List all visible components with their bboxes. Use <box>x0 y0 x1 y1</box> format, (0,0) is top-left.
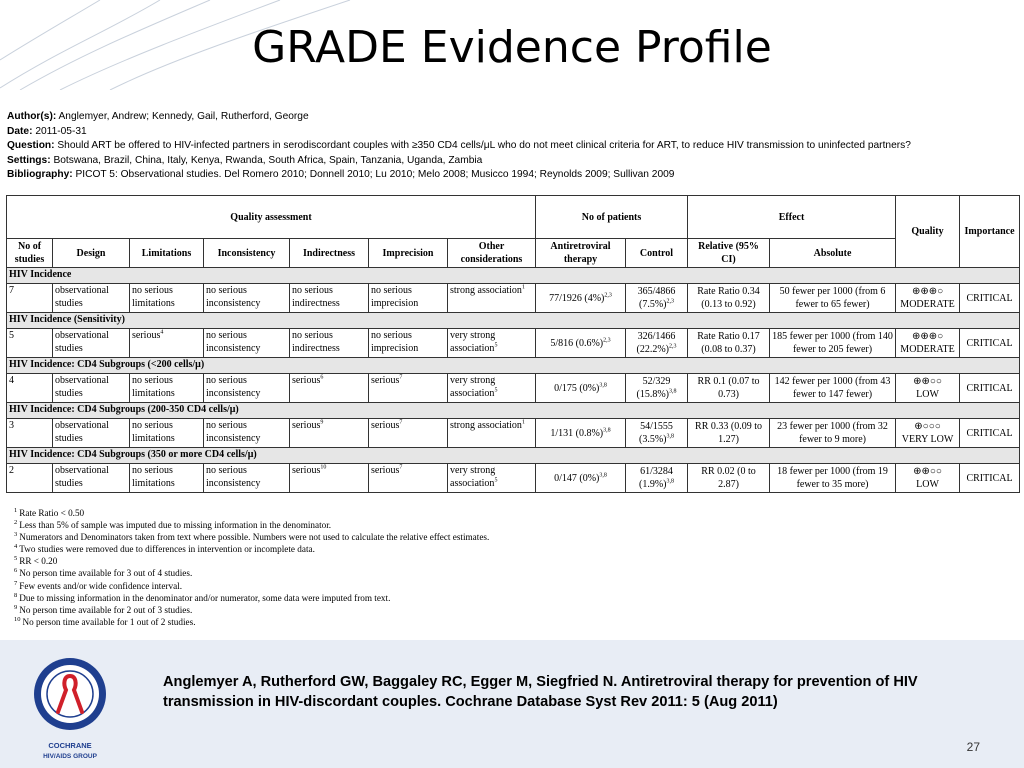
footnote <box>14 604 489 616</box>
footnote <box>14 592 489 604</box>
footnote-text: Numerators and Denominators taken from text where possible. Numbers were not used to calculate the relative effect estimates. <box>19 532 490 543</box>
cell-imprecision: serious$^7$ <box>369 374 448 403</box>
footnotes <box>14 507 489 628</box>
cell-absolute: 50 fewer per 1000 (from 6 fewer to 65 fewer) <box>770 284 896 313</box>
footnote <box>14 555 489 567</box>
table-row <box>7 419 1020 448</box>
footnote-ref: 3,8 <box>603 427 611 434</box>
section-title: HIV Incidence: CD4 Subgroups (200-350 CD4 cells/μ) <box>7 403 1020 419</box>
footnote-ref: 2,3 <box>603 337 611 344</box>
meta-settings: Settings: Botswana, Brazil, China, Italy, Kenya, Rwanda, South Africa, Spain, Tanzania, Uganda, Zambia <box>7 154 483 166</box>
footnote-ref: 3,8 <box>666 478 674 485</box>
quality-symbols: ⊕○○○ <box>914 421 941 432</box>
cell-quality <box>896 464 960 493</box>
cell-design: observational studies <box>53 374 130 403</box>
cell-control: 54/1555 $(3.5\%)^{3,8}$ <box>626 419 688 448</box>
section-title: HIV Incidence (Sensitivity) <box>7 313 1020 329</box>
footnote-text: Less than 5% of sample was imputed due to missing information in the denominator. <box>19 520 332 531</box>
page-number: 27 <box>966 740 980 754</box>
cell-design: observational studies <box>53 464 130 493</box>
footnote-ref: 10 <box>320 464 327 471</box>
footnote-text: No person time available for 2 out of 3 studies. <box>19 604 193 615</box>
col-limitations: Limitations <box>130 239 204 268</box>
cell-absolute: 185 fewer per 1000 (from 140 fewer to 205 fewer) <box>770 329 896 358</box>
footnote-ref: 1 <box>521 419 525 426</box>
quality-label: LOW <box>916 479 939 490</box>
cell-inconsistency: no serious inconsistency <box>204 419 290 448</box>
cell-inconsistency: no serious inconsistency <box>204 374 290 403</box>
slide-title: GRADE Evidence Profile <box>252 22 772 73</box>
cell-importance: CRITICAL <box>960 284 1020 313</box>
quality-label: VERY LOW <box>901 434 954 445</box>
cell-imprecision: no serious imprecision <box>369 329 448 358</box>
section-title: HIV Incidence: CD4 Subgroups (350 or more CD4 cells/μ) <box>7 448 1020 464</box>
logo-text-line-1: COCHRANE <box>48 741 92 750</box>
footnote-number: 4 <box>14 543 18 551</box>
cell-indirectness: serious$^9$ <box>290 419 369 448</box>
footnote-ref: 5 <box>494 342 498 349</box>
cell-design: observational studies <box>53 419 130 448</box>
col-control: Control <box>626 239 688 268</box>
footnote-ref: 2,3 <box>669 343 677 350</box>
logo-text-line-2: HIV/AIDS GROUP <box>43 753 97 760</box>
cell-inconsistency: no serious inconsistency <box>204 284 290 313</box>
cell-imprecision: no serious imprecision <box>369 284 448 313</box>
cell-relative: Rate Ratio 0.17 (0.08 to 0.37) <box>688 329 770 358</box>
footnote-number: 3 <box>14 531 18 539</box>
footnote <box>14 507 489 519</box>
footnote-number: 8 <box>14 591 18 599</box>
cell-indirectness: no serious indirectness <box>290 329 369 358</box>
footnote-text: No person time available for 1 out of 2 studies. <box>22 616 196 627</box>
cell-control: 365/4866 $(7.5\%)^{2,3}$ <box>626 284 688 313</box>
cell-quality <box>896 284 960 313</box>
cell-other-considerations: very strong association$^5$ <box>448 374 536 403</box>
cell-quality <box>896 419 960 448</box>
cell-no-of-studies: 7 <box>7 284 53 313</box>
cell-importance: CRITICAL <box>960 329 1020 358</box>
col-no-of-studies: No of studies <box>7 239 53 268</box>
cell-absolute: 18 fewer per 1000 (from 19 fewer to 35 more) <box>770 464 896 493</box>
quality-symbols: ⊕⊕○○ <box>913 466 942 477</box>
col-antiretroviral-therapy: Antiretroviral therapy <box>536 239 626 268</box>
footer-band <box>0 640 1024 768</box>
cell-antiretroviral-therapy: 77/1926 $(4\%)^{2,3}$ <box>536 284 626 313</box>
cell-quality <box>896 329 960 358</box>
footnote-text: Due to missing information in the denominator and/or numerator, some data were imputed from text. <box>19 592 391 603</box>
quality-symbols: ⊕⊕⊕○ <box>911 331 944 342</box>
cell-quality <box>896 374 960 403</box>
cell-imprecision: serious$^7$ <box>369 419 448 448</box>
cell-imprecision: serious$^7$ <box>369 464 448 493</box>
cell-other-considerations: strong association$^1$ <box>448 284 536 313</box>
col-other-considerations: Other considerations <box>448 239 536 268</box>
footnote-ref: 1 <box>521 284 525 291</box>
cell-indirectness: no serious indirectness <box>290 284 369 313</box>
col-indirectness: Indirectness <box>290 239 369 268</box>
footnote <box>14 567 489 579</box>
footnote-ref: 5 <box>494 387 498 394</box>
section-header-row <box>7 358 1020 374</box>
header-quality-assessment: Quality assessment <box>7 196 536 239</box>
cell-importance: CRITICAL <box>960 419 1020 448</box>
footnote-text: Rate Ratio < 0.50 <box>19 508 85 518</box>
quality-symbols: ⊕⊕○○ <box>913 376 942 387</box>
header-no-of-patients: No of patients <box>536 196 688 239</box>
cell-no-of-studies: 2 <box>7 464 53 493</box>
cell-absolute: 142 fewer per 1000 (from 43 fewer to 147 fewer) <box>770 374 896 403</box>
footnote <box>14 580 489 592</box>
section-header-row <box>7 268 1020 284</box>
profile-metadata <box>7 110 1019 183</box>
meta-authors: Author(s): Anglemyer, Andrew; Kennedy, Gail, Rutherford, George <box>7 111 309 122</box>
footnote-ref: 6 <box>320 374 324 381</box>
header-effect: Effect <box>688 196 896 239</box>
cell-inconsistency: no serious inconsistency <box>204 329 290 358</box>
footnote-ref: 3,8 <box>599 472 607 479</box>
meta-bibliography: Bibliography: PICOT 5: Observational studies. Del Romero 2010; Donnell 2010; Lu 2010; Melo 2008; Musicco 1994; Reynolds 2009; Sullivan 2009 <box>7 169 675 181</box>
footnote-number: 1 <box>14 506 18 514</box>
footnote-number: 9 <box>14 603 18 611</box>
cell-no-of-studies: 4 <box>7 374 53 403</box>
cell-importance: CRITICAL <box>960 464 1020 493</box>
cell-other-considerations: strong association$^1$ <box>448 419 536 448</box>
cell-indirectness: serious$^6$ <box>290 374 369 403</box>
cell-limitations: no serious limitations <box>130 464 204 493</box>
footnote-ref: 3,8 <box>669 388 677 395</box>
footnote-ref: 3,8 <box>599 382 607 389</box>
footnote-number: 10 <box>14 615 21 623</box>
footnote-number: 2 <box>14 519 18 527</box>
cell-limitations: no serious limitations <box>130 419 204 448</box>
footnote-ref: 2,3 <box>604 292 612 299</box>
cell-relative: RR 0.33 (0.09 to 1.27) <box>688 419 770 448</box>
footnote <box>14 519 489 531</box>
header-importance: Importance <box>960 196 1020 268</box>
footnote <box>14 616 489 628</box>
cell-other-considerations: very strong association$^5$ <box>448 329 536 358</box>
col-design: Design <box>53 239 130 268</box>
section-header-row <box>7 403 1020 419</box>
table-row <box>7 284 1020 313</box>
cell-indirectness: serious$^{10}$ <box>290 464 369 493</box>
cell-antiretroviral-therapy: 0/175 $(0\%)^{3,8}$ <box>536 374 626 403</box>
footnote-text: No person time available for 3 out of 4 studies. <box>19 568 193 579</box>
meta-question: Question: Should ART be offered to HIV-infected partners in serodiscordant couples with ≥350 CD4 cells/μL who do not meet clinical criteria for ART, to reduce HIV transmission to uninfected partners? <box>7 140 911 152</box>
cell-absolute: 23 fewer per 1000 (from 32 fewer to 9 more) <box>770 419 896 448</box>
footnote-ref: 7 <box>399 464 403 471</box>
header-quality: Quality <box>896 196 960 268</box>
footnote-ref: 9 <box>320 419 324 426</box>
cell-no-of-studies: 3 <box>7 419 53 448</box>
section-header-row <box>7 448 1020 464</box>
cell-no-of-studies: 5 <box>7 329 53 358</box>
col-inconsistency: Inconsistency <box>204 239 290 268</box>
cell-control: 326/1466 $(22.2\%)^{2,3}$ <box>626 329 688 358</box>
evidence-table <box>6 195 1020 493</box>
cell-other-considerations: very strong association$^5$ <box>448 464 536 493</box>
cell-relative: RR 0.02 (0 to 2.87) <box>688 464 770 493</box>
cell-design: observational studies <box>53 284 130 313</box>
quality-label: MODERATE <box>900 344 955 355</box>
footnote-ref: 5 <box>494 477 498 484</box>
footnote-text: Two studies were removed due to differences in intervention or incomplete data. <box>19 544 315 555</box>
footnote <box>14 531 489 543</box>
cell-limitations: no serious limitations <box>130 284 204 313</box>
cell-inconsistency: no serious inconsistency <box>204 464 290 493</box>
table-row <box>7 329 1020 358</box>
cochrane-hiv-logo <box>30 654 110 764</box>
cell-importance: CRITICAL <box>960 374 1020 403</box>
cell-control: 52/329 $(15.8\%)^{3,8}$ <box>626 374 688 403</box>
col-imprecision: Imprecision <box>369 239 448 268</box>
footnote-ref: 4 <box>160 329 164 336</box>
footnote-number: 7 <box>14 579 18 587</box>
cell-limitations: no serious limitations <box>130 374 204 403</box>
cell-antiretroviral-therapy: 5/816 $(0.6\%)^{2,3}$ <box>536 329 626 358</box>
section-title: HIV Incidence: CD4 Subgroups (<200 cells/μ) <box>7 358 1020 374</box>
cell-antiretroviral-therapy: 1/131 $(0.8\%)^{3,8}$ <box>536 419 626 448</box>
footnote-ref: 2,3 <box>666 298 674 305</box>
footnote-text: Few events and/or wide confidence interval. <box>19 580 183 591</box>
meta-date: Date: 2011-05-31 <box>7 125 87 137</box>
table-row <box>7 374 1020 403</box>
footnote-text: RR < 0.20 <box>19 556 58 567</box>
footnote <box>14 543 489 555</box>
footnote-ref: 3,8 <box>666 433 674 440</box>
cell-limitations: serious$^4$ <box>130 329 204 358</box>
table-row <box>7 464 1020 493</box>
col-relative: Relative (95% CI) <box>688 239 770 268</box>
footnote-number: 6 <box>14 567 18 575</box>
quality-label: LOW <box>916 389 939 400</box>
footnote-ref: 7 <box>399 419 403 426</box>
citation: Anglemyer A, Rutherford GW, Baggaley RC, Egger M, Siegfried N. Antiretroviral therapy for prevention of HIV transmission in HIV-discordant couples. Cochrane Database Syst Rev 2011: 5 (Aug 2011) <box>163 674 918 710</box>
cell-antiretroviral-therapy: 0/147 $(0\%)^{3,8}$ <box>536 464 626 493</box>
cell-relative: RR 0.1 (0.07 to 0.73) <box>688 374 770 403</box>
footnote-number: 5 <box>14 555 18 563</box>
quality-label: MODERATE <box>900 299 955 310</box>
footnote-ref: 7 <box>399 374 403 381</box>
cell-design: observational studies <box>53 329 130 358</box>
cell-control: 61/3284 $(1.9\%)^{3,8}$ <box>626 464 688 493</box>
section-header-row <box>7 313 1020 329</box>
col-absolute: Absolute <box>770 239 896 268</box>
quality-symbols: ⊕⊕⊕○ <box>911 286 944 297</box>
cell-relative: Rate Ratio 0.34 (0.13 to 0.92) <box>688 284 770 313</box>
section-title: HIV Incidence <box>7 268 1020 284</box>
